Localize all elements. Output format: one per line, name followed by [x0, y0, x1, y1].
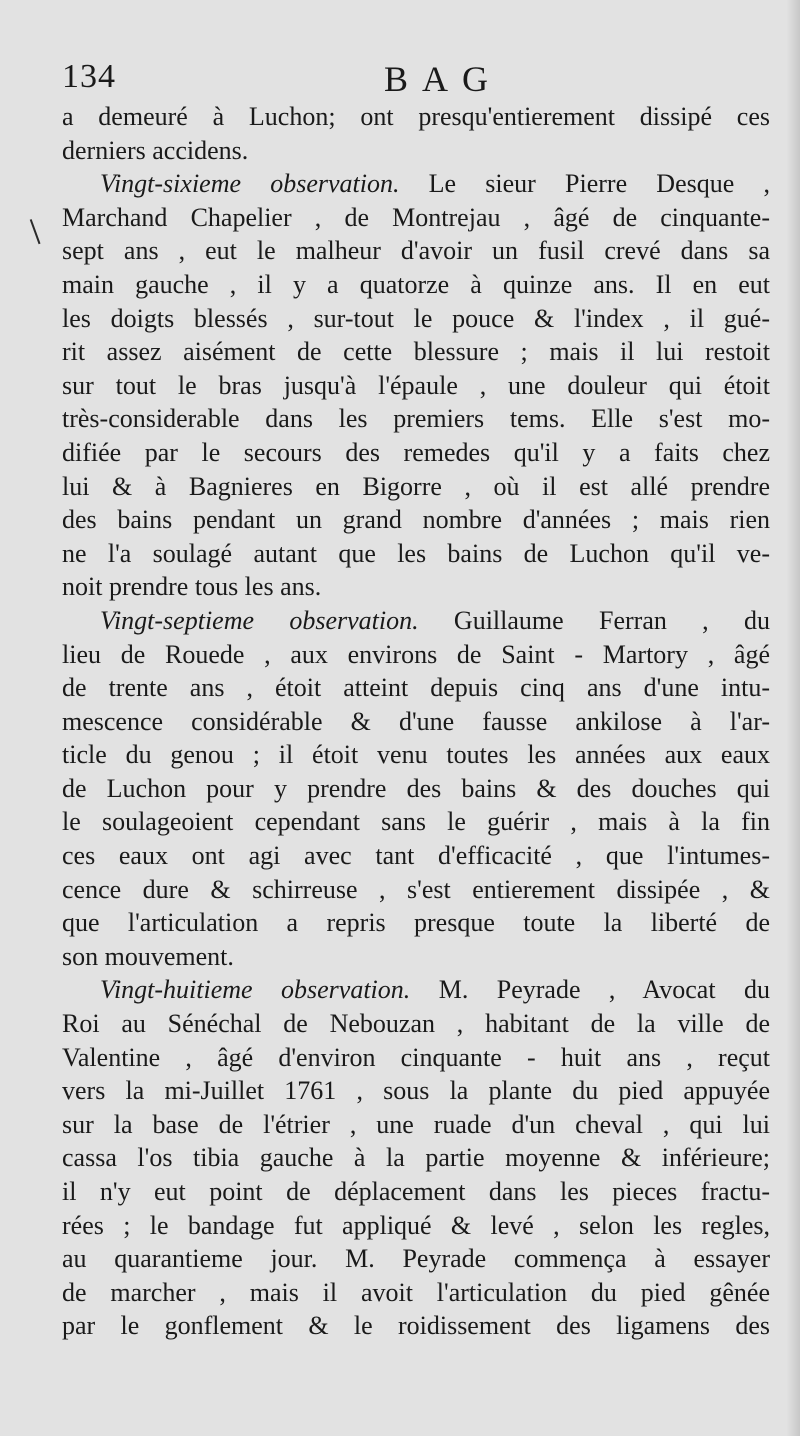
- text-line: main gauche , il y a quatorze à quinze ans. Il en eut: [62, 269, 770, 299]
- text-line: vers la mi-Juillet 1761 , sous la plante du pied appuyée: [62, 1076, 770, 1106]
- text-line: par le gonflement & le roidissement des ligamens des: [62, 1311, 770, 1341]
- text-line: les doigts blessés , sur-tout le pouce & l'index , il gué-: [62, 303, 770, 333]
- observation-title: Vingt-septieme observation.: [100, 605, 419, 635]
- text-line: Marchand Chapelier , de Montrejau , âgé de cinquante-: [62, 202, 770, 232]
- text-line: derniers accidens.: [62, 135, 249, 165]
- text-line: ticle du genou ; il étoit venu toutes les années aux eaux: [62, 740, 770, 770]
- page-number: 134: [62, 58, 116, 95]
- text-line: lui & à Bagnieres en Bigorre , où il est allé prendre: [62, 471, 770, 501]
- margin-pencil-mark: [30, 218, 45, 244]
- text-line: que l'articulation a repris presque toute la liberté de: [62, 908, 770, 938]
- text-line: très-considerable dans les premiers tems. Elle s'est mo-: [62, 404, 770, 434]
- observation-title: Vingt-sixieme observation.: [100, 169, 400, 199]
- text-line: de Luchon pour y prendre des bains & des douches qui: [62, 773, 770, 803]
- text-line: le soulageoient cependant sans le guérir , mais à la fin: [62, 807, 770, 837]
- text-line: il n'y eut point de déplacement dans les pieces fractu-: [62, 1177, 770, 1206]
- text-line: de trente ans , étoit atteint depuis cinq ans d'une intu-: [62, 673, 770, 703]
- text-line: au quarantieme jour. M. Peyrade commença à essayer: [62, 1244, 770, 1274]
- text-line: rées ; le bandage fut appliqué & levé , selon les regles,: [62, 1210, 770, 1240]
- text-line: de marcher , mais il avoit l'articulation du pied gênée: [62, 1277, 770, 1307]
- text-line: sur tout le bras jusqu'à l'épaule , une douleur qui étoit: [62, 370, 770, 400]
- observation-heading-line: Vingt-huitieme observation. M. Peyrade , Avocat du: [100, 975, 770, 1005]
- text-line: difiée par le secours des remedes qu'il y a faits chez: [62, 437, 770, 467]
- observation-title: Vingt-huitieme observation.: [100, 975, 411, 1005]
- text-line: lieu de Rouede , aux environs de Saint - Martory , âgé: [62, 639, 770, 669]
- observation-heading-line: Vingt-sixieme observation. Le sieur Pierre Desque ,: [100, 169, 770, 199]
- text-line: noit prendre tous les ans.: [62, 572, 322, 602]
- text-line: mescence considérable & d'une fausse ankilose à l'ar-: [62, 706, 770, 736]
- page-header: [58, 58, 778, 106]
- observation-heading-line: Vingt-septieme observation. Guillaume Ferran , du: [100, 605, 770, 635]
- text-line: cence dure & schirreuse , s'est entierement dissipée , &: [62, 874, 770, 904]
- text-line: ces eaux ont agi avec tant d'efficacité , que l'intumes-: [62, 841, 770, 871]
- text-line: son mouvement.: [62, 941, 234, 971]
- text-line: sept ans , eut le malheur d'avoir un fusil crevé dans sa: [62, 236, 770, 266]
- text-line: rit assez aisément de cette blessure ; mais il lui restoit: [62, 337, 770, 367]
- text-line: a demeuré à Luchon; ont presqu'entierement dissipé ces: [62, 102, 770, 131]
- text-line: ne l'a soulagé autant que les bains de Luchon qu'il ve-: [62, 538, 770, 568]
- running-head: BAG: [384, 59, 503, 99]
- text-line: des bains pendant un grand nombre d'années ; mais rien: [62, 505, 770, 535]
- text-line: Valentine , âgé d'environ cinquante - huit ans , reçut: [62, 1042, 770, 1072]
- text-line: Roi au Sénéchal de Nebouzan , habitant de la ville de: [62, 1009, 770, 1039]
- page-edge-shadow: [786, 0, 800, 1436]
- text-line: sur la base de l'étrier , une ruade d'un cheval , qui lui: [62, 1109, 770, 1139]
- text-line: cassa l'os tibia gauche à la partie moyenne & inférieure;: [62, 1143, 770, 1173]
- body-text: [62, 100, 770, 1343]
